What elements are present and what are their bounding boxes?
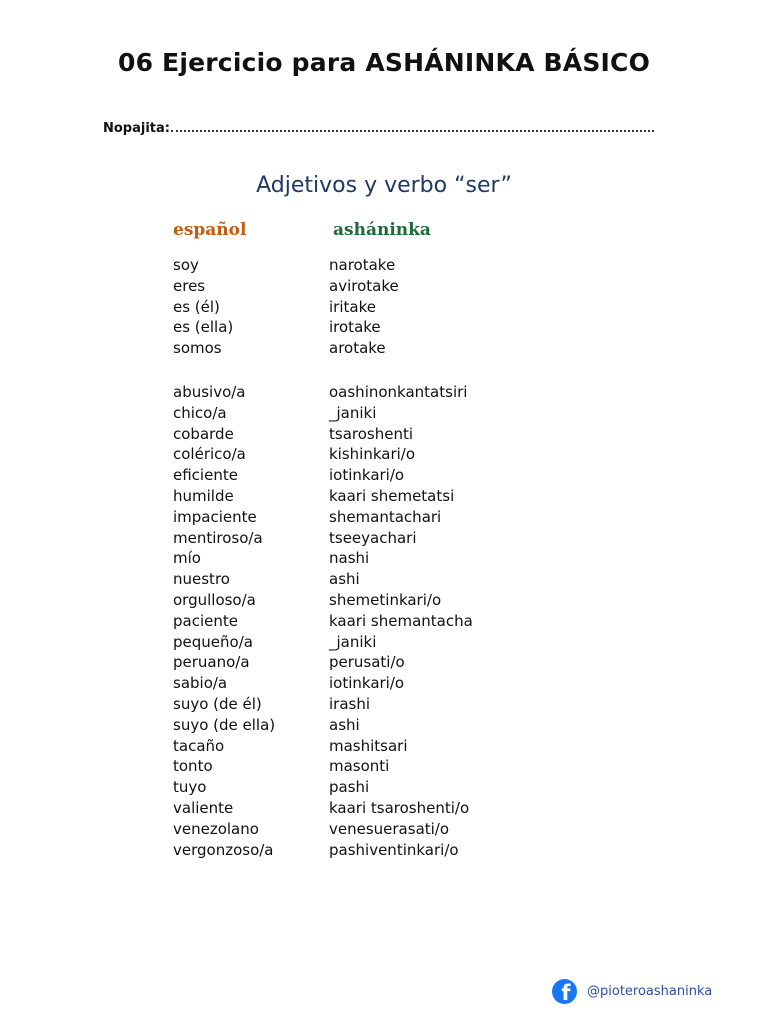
ashaninka-word: kaari shemantacha: [329, 611, 473, 630]
spanish-word: mentiroso/a: [173, 528, 263, 547]
ashaninka-word: avirotake: [329, 276, 399, 295]
ashaninka-word: tseeyachari: [329, 528, 417, 547]
spanish-word: tonto: [173, 757, 213, 776]
ashaninka-word: pashiventinkari/o: [329, 840, 459, 859]
verbs-list: [173, 255, 569, 359]
spanish-word: tuyo: [173, 778, 207, 797]
ashaninka-word: perusati/o: [329, 653, 405, 672]
spanish-word: chico/a: [173, 403, 227, 422]
adjectives-list: [173, 382, 569, 860]
spanish-word: suyo (de él): [173, 694, 262, 713]
spanish-word: impaciente: [173, 507, 257, 526]
spanish-word: mío: [173, 549, 201, 568]
name-blank[interactable]: [171, 118, 654, 132]
vocab-row: [173, 569, 569, 590]
spanish-word: nuestro: [173, 570, 230, 589]
ashaninka-word: shemetinkari/o: [329, 590, 442, 609]
spanish-word: somos: [173, 339, 222, 358]
vocab-row: [173, 694, 569, 715]
vocab-row: [173, 777, 569, 798]
vocab-row: [173, 736, 569, 757]
name-field-line: [103, 118, 654, 136]
section-subtitle: Adjetivos y verbo “ser”: [256, 173, 512, 198]
spanish-word: vergonzoso/a: [173, 840, 274, 859]
vocab-row: [173, 486, 569, 507]
ashaninka-word: nashi: [329, 549, 370, 568]
vocab-row: [173, 548, 569, 569]
spanish-word: suyo (de ella): [173, 715, 276, 734]
spanish-word: es (él): [173, 297, 220, 316]
spanish-word: sabio/a: [173, 674, 228, 693]
spanish-word: venezolano: [173, 819, 259, 838]
spanish-word: paciente: [173, 611, 238, 630]
vocab-row: [173, 756, 569, 777]
ashaninka-word: oashinonkantatsiri: [329, 383, 468, 401]
vocab-row: [173, 255, 569, 276]
vocab-row: [173, 819, 569, 840]
vocab-row: [173, 840, 569, 861]
footer-social: [552, 979, 712, 1004]
spanish-word: es (ella): [173, 318, 234, 337]
spanish-word: colérico/a: [173, 445, 246, 464]
name-label: Nopajita:: [103, 121, 170, 136]
vocab-row: [173, 652, 569, 673]
ashaninka-word: masonti: [329, 757, 390, 776]
social-handle[interactable]: @pioteroashaninka: [587, 984, 713, 999]
spanish-word: tacaño: [173, 736, 225, 755]
facebook-icon[interactable]: f: [552, 979, 577, 1004]
ashaninka-word: shemantachari: [329, 507, 442, 526]
spanish-word: orgulloso/a: [173, 590, 256, 609]
ashaninka-word: kaari shemetatsi: [329, 486, 455, 505]
ashaninka-word: ashi: [329, 715, 360, 734]
spanish-word: eres: [173, 276, 206, 295]
vocab-row: [173, 465, 569, 486]
vocab-row: [173, 424, 569, 445]
spanish-word: peruano/a: [173, 653, 250, 672]
ashaninka-word: _janiki: [329, 632, 377, 651]
spanish-word: abusivo/a: [173, 383, 246, 401]
ashaninka-word: tsaroshenti: [329, 424, 414, 443]
ashaninka-word: narotake: [329, 256, 396, 274]
vocab-row: [173, 798, 569, 819]
spanish-word: valiente: [173, 798, 234, 817]
spanish-word: humilde: [173, 486, 234, 505]
ashaninka-word: venesuerasati/o: [329, 819, 450, 838]
vocab-row: [173, 382, 569, 403]
ashaninka-word: arotake: [329, 339, 386, 358]
vocab-row: [173, 715, 569, 736]
page-title: 06 Ejercicio para ASHÁNINKA BÁSICO: [117, 48, 651, 77]
ashaninka-word: iritake: [329, 297, 376, 316]
ashaninka-word: pashi: [329, 778, 370, 797]
spanish-word: soy: [173, 256, 199, 274]
vocab-row: [173, 590, 569, 611]
ashaninka-word: _janiki: [329, 403, 377, 422]
vocab-row: [173, 632, 569, 653]
ashaninka-word: kishinkari/o: [329, 445, 416, 464]
vocab-row: [173, 276, 569, 297]
vocab-row: [173, 528, 569, 549]
column-header-ashaninka: asháninka: [333, 220, 431, 240]
vocab-row: [173, 297, 569, 318]
ashaninka-word: irashi: [329, 694, 371, 713]
ashaninka-word: ashi: [329, 570, 360, 589]
vocab-row: [173, 338, 569, 359]
vocab-row: [173, 403, 569, 424]
ashaninka-word: irotake: [329, 318, 381, 337]
vocab-row: [173, 317, 569, 338]
spanish-word: eficiente: [173, 466, 238, 485]
spanish-word: cobarde: [173, 424, 234, 443]
ashaninka-word: iotinkari/o: [329, 466, 405, 485]
ashaninka-word: mashitsari: [329, 736, 408, 755]
vocab-row: [173, 611, 569, 632]
column-header-spanish: español: [173, 220, 247, 240]
vocab-row: [173, 507, 569, 528]
vocab-row: [173, 444, 569, 465]
spanish-word: pequeño/a: [173, 632, 253, 651]
ashaninka-word: iotinkari/o: [329, 674, 405, 693]
ashaninka-word: kaari tsaroshenti/o: [329, 798, 470, 817]
vocab-row: [173, 673, 569, 694]
